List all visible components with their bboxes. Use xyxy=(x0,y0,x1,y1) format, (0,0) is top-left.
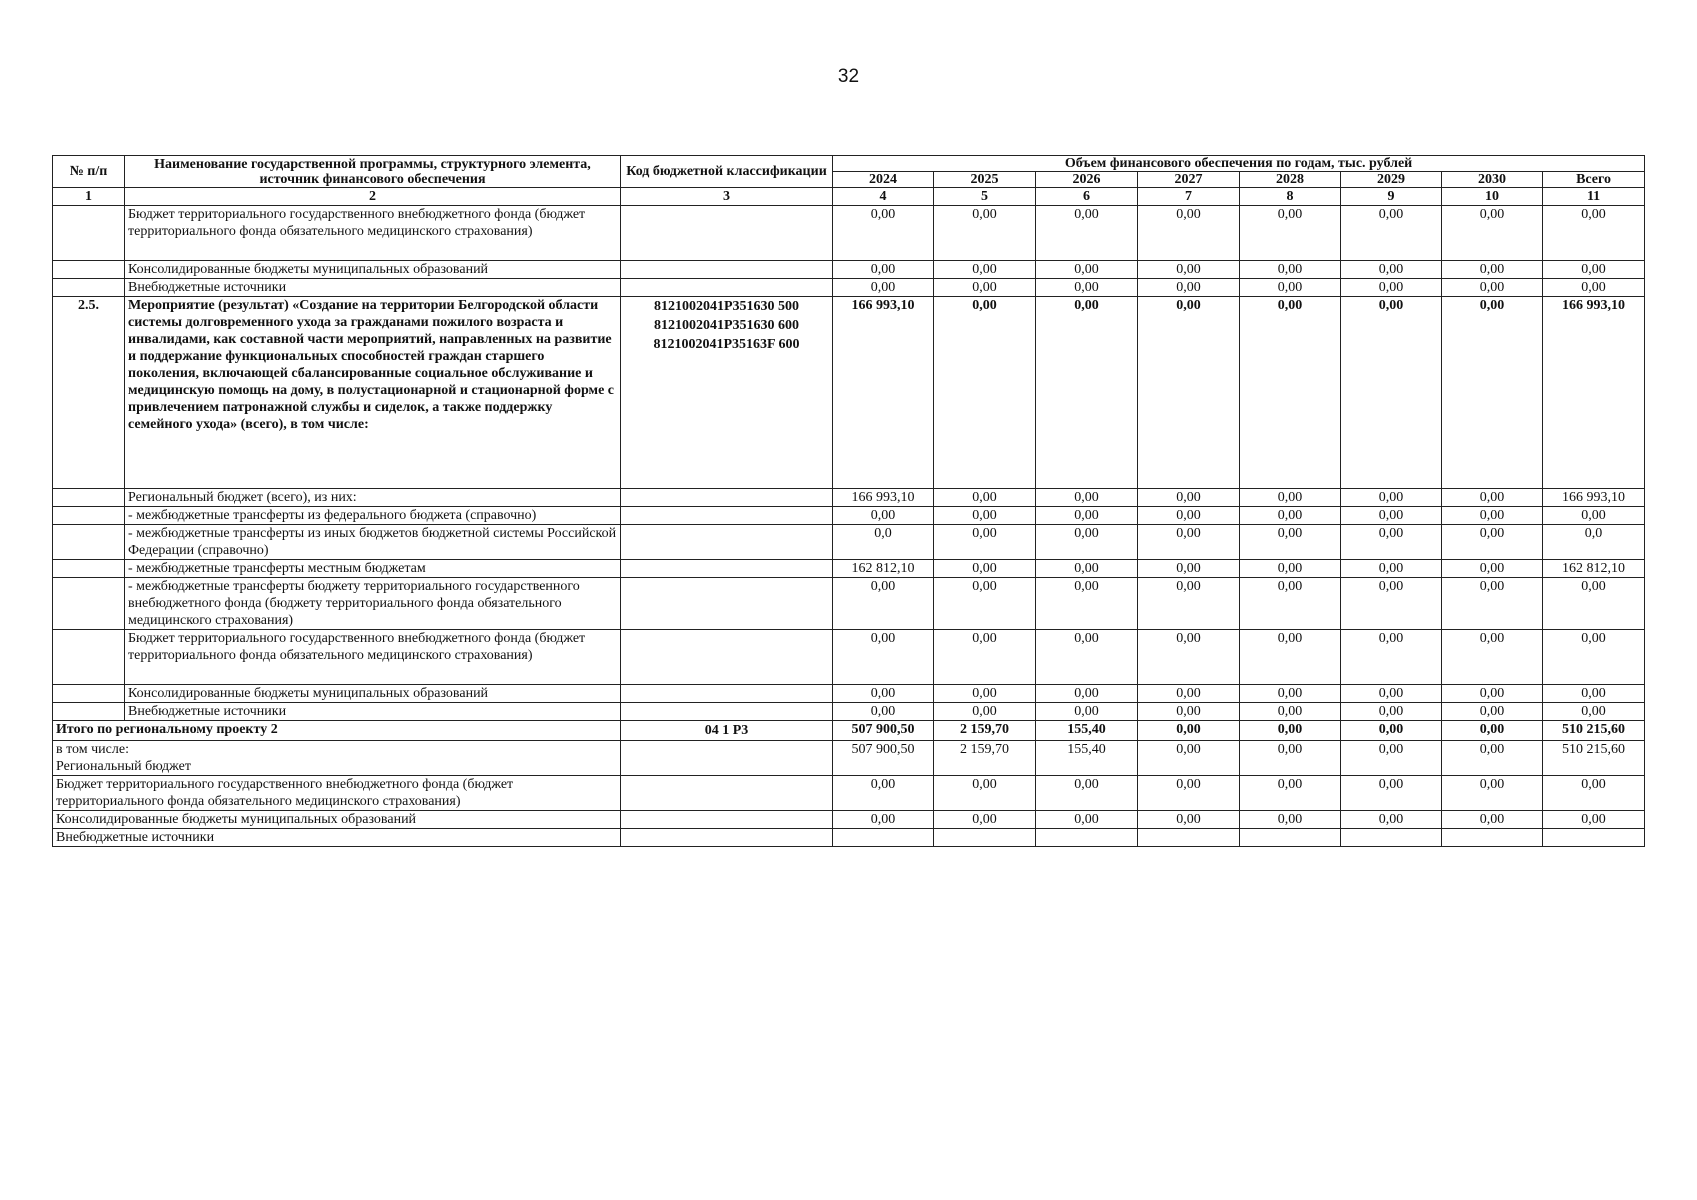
value-cell: 0,00 xyxy=(1240,261,1341,279)
table-row xyxy=(53,630,1645,685)
table-row xyxy=(53,703,1645,721)
value-cell xyxy=(934,829,1036,847)
value-cell: 0,00 xyxy=(833,261,934,279)
value-cell: 0,00 xyxy=(1442,261,1543,279)
header-year: 2029 xyxy=(1341,172,1442,188)
value-cell: 0,00 xyxy=(1138,578,1240,630)
value-cell: 0,00 xyxy=(1240,297,1341,489)
value-cell: 0,00 xyxy=(1341,630,1442,685)
table-row xyxy=(53,279,1645,297)
total-name-cell: Бюджет территориального государственного внебюджетного фонда (бюджет территориального фонда обязательного медицинского страхования) xyxy=(53,776,621,811)
value-cell: 166 993,10 xyxy=(833,489,934,507)
value-total-cell: 0,00 xyxy=(1543,776,1645,811)
value-cell: 0,00 xyxy=(1240,776,1341,811)
total-code-cell xyxy=(621,829,833,847)
value-total-cell: 0,00 xyxy=(1543,630,1645,685)
value-cell: 0,00 xyxy=(833,630,934,685)
value-cell: 0,00 xyxy=(833,507,934,525)
value-cell: 0,00 xyxy=(1036,811,1138,829)
table-row xyxy=(53,507,1645,525)
value-cell: 0,00 xyxy=(1138,811,1240,829)
value-cell xyxy=(1138,829,1240,847)
row-code-cell xyxy=(621,489,833,507)
total-row xyxy=(53,741,1645,776)
header-total: Всего xyxy=(1543,172,1645,188)
value-cell: 0,00 xyxy=(1442,630,1543,685)
index-cell: 4 xyxy=(833,188,934,206)
row-number-cell xyxy=(53,703,125,721)
value-cell: 0,00 xyxy=(1138,206,1240,261)
value-cell: 0,00 xyxy=(934,811,1036,829)
value-cell: 0,00 xyxy=(1442,741,1543,776)
row-code-cell: 8121002041Р351630 500 8121002041Р351630 600 8121002041Р35163F 600 xyxy=(621,297,833,489)
total-row xyxy=(53,721,1645,741)
value-total-cell: 0,00 xyxy=(1543,507,1645,525)
index-cell: 5 xyxy=(934,188,1036,206)
row-number-cell xyxy=(53,630,125,685)
value-cell: 0,00 xyxy=(1036,776,1138,811)
value-cell: 0,00 xyxy=(934,206,1036,261)
table-row xyxy=(53,489,1645,507)
value-cell xyxy=(833,829,934,847)
header-code: Код бюджетной классификации xyxy=(621,156,833,188)
value-cell: 0,00 xyxy=(1341,297,1442,489)
value-cell: 0,00 xyxy=(1036,507,1138,525)
value-cell: 0,00 xyxy=(934,578,1036,630)
value-cell: 507 900,50 xyxy=(833,741,934,776)
value-cell: 155,40 xyxy=(1036,721,1138,741)
total-name-cell: Внебюджетные источники xyxy=(53,829,621,847)
value-cell: 0,00 xyxy=(1341,525,1442,560)
value-cell: 0,00 xyxy=(934,776,1036,811)
table-body xyxy=(53,206,1645,847)
value-cell: 0,00 xyxy=(1138,489,1240,507)
value-cell: 0,00 xyxy=(1138,741,1240,776)
value-cell: 0,00 xyxy=(1138,525,1240,560)
index-cell: 2 xyxy=(125,188,621,206)
value-cell: 0,00 xyxy=(1442,560,1543,578)
total-row xyxy=(53,811,1645,829)
header-year: 2025 xyxy=(934,172,1036,188)
table-row xyxy=(53,560,1645,578)
row-code-cell xyxy=(621,703,833,721)
row-code-cell xyxy=(621,685,833,703)
value-cell: 0,00 xyxy=(1442,776,1543,811)
value-cell: 0,00 xyxy=(1036,489,1138,507)
value-total-cell: 0,00 xyxy=(1543,261,1645,279)
row-number-cell xyxy=(53,560,125,578)
row-code-cell xyxy=(621,630,833,685)
row-number-cell xyxy=(53,489,125,507)
row-name-cell: - межбюджетные трансферты бюджету территориального государственного внебюджетного фонда (бюджету территориального фонда обязательного медицинского страхования) xyxy=(125,578,621,630)
value-cell: 0,00 xyxy=(1341,261,1442,279)
value-cell: 0,00 xyxy=(934,507,1036,525)
index-cell: 8 xyxy=(1240,188,1341,206)
index-cell: 10 xyxy=(1442,188,1543,206)
row-name-cell: Бюджет территориального государственного внебюджетного фонда (бюджет территориального фонда обязательного медицинского страхования) xyxy=(125,630,621,685)
value-cell: 0,00 xyxy=(1341,741,1442,776)
value-cell xyxy=(1341,829,1442,847)
value-cell: 0,00 xyxy=(1036,297,1138,489)
value-cell: 0,00 xyxy=(1138,685,1240,703)
value-cell: 0,00 xyxy=(1341,685,1442,703)
table-row xyxy=(53,525,1645,560)
value-cell: 0,00 xyxy=(1036,578,1138,630)
index-cell: 7 xyxy=(1138,188,1240,206)
value-cell: 0,00 xyxy=(833,206,934,261)
value-cell: 0,00 xyxy=(833,578,934,630)
value-cell: 0,00 xyxy=(1341,721,1442,741)
value-cell: 0,00 xyxy=(1442,703,1543,721)
value-cell: 0,00 xyxy=(1240,578,1341,630)
row-number-cell xyxy=(53,685,125,703)
value-cell: 0,00 xyxy=(1341,811,1442,829)
index-cell: 11 xyxy=(1543,188,1645,206)
value-cell xyxy=(1036,829,1138,847)
header-year: 2027 xyxy=(1138,172,1240,188)
value-total-cell: 0,00 xyxy=(1543,685,1645,703)
row-name-cell: - межбюджетные трансферты из федерального бюджета (справочно) xyxy=(125,507,621,525)
row-name-cell: Мероприятие (результат) «Создание на территории Белгородской области системы долговременного ухода за гражданами пожилого возраста и инвалидами, как составной части мероприятий, направленных на развитие и поддержание функциональных способностей граждан старшего поколения, включающей сбалансированные социальное обслуживание и медицинскую помощь на дому, в полустационарной и стационарной форме с привлечением патронажной службы и сиделок, а также поддержку семейного ухода» (всего), в том числе: xyxy=(125,297,621,489)
value-cell: 507 900,50 xyxy=(833,721,934,741)
value-cell: 0,00 xyxy=(1138,560,1240,578)
value-cell: 0,00 xyxy=(1138,630,1240,685)
value-total-cell: 0,00 xyxy=(1543,703,1645,721)
table-row xyxy=(53,261,1645,279)
header-name: Наименование государственной программы, структурного элемента, источник финансового обеспечения xyxy=(125,156,621,188)
value-total-cell: 0,00 xyxy=(1543,811,1645,829)
value-cell: 0,00 xyxy=(1240,685,1341,703)
total-name-cell: в том числе: Региональный бюджет xyxy=(53,741,621,776)
row-code-cell xyxy=(621,507,833,525)
value-cell: 0,00 xyxy=(1138,297,1240,489)
total-code-cell xyxy=(621,741,833,776)
value-cell: 0,00 xyxy=(1036,560,1138,578)
row-code-cell xyxy=(621,525,833,560)
value-cell: 0,00 xyxy=(1240,703,1341,721)
value-cell: 0,00 xyxy=(1240,206,1341,261)
value-cell: 0,00 xyxy=(1036,206,1138,261)
value-cell: 0,00 xyxy=(1442,685,1543,703)
header-volume: Объем финансового обеспечения по годам, тыс. рублей xyxy=(833,156,1645,172)
row-name-cell: - межбюджетные трансферты местным бюджетам xyxy=(125,560,621,578)
value-cell: 0,00 xyxy=(934,297,1036,489)
value-total-cell: 0,00 xyxy=(1543,578,1645,630)
value-cell: 0,00 xyxy=(1341,776,1442,811)
value-cell: 0,00 xyxy=(1036,703,1138,721)
table-row xyxy=(53,685,1645,703)
row-name-cell: Консолидированные бюджеты муниципальных образований xyxy=(125,261,621,279)
row-name-cell: Консолидированные бюджеты муниципальных образований xyxy=(125,685,621,703)
row-name-cell: Внебюджетные источники xyxy=(125,279,621,297)
table-row xyxy=(53,206,1645,261)
row-number-cell xyxy=(53,578,125,630)
total-name-cell: Консолидированные бюджеты муниципальных образований xyxy=(53,811,621,829)
value-cell: 0,00 xyxy=(833,703,934,721)
index-cell: 3 xyxy=(621,188,833,206)
value-cell: 0,00 xyxy=(1138,261,1240,279)
value-cell: 162 812,10 xyxy=(833,560,934,578)
total-row xyxy=(53,829,1645,847)
value-cell xyxy=(1442,829,1543,847)
value-cell: 0,00 xyxy=(833,279,934,297)
table-row xyxy=(53,297,1645,489)
value-total-cell: 0,00 xyxy=(1543,206,1645,261)
header-year: 2028 xyxy=(1240,172,1341,188)
value-cell: 0,00 xyxy=(1341,206,1442,261)
value-cell: 0,00 xyxy=(1442,206,1543,261)
header-number: № п/п xyxy=(53,156,125,188)
value-cell: 0,00 xyxy=(1240,507,1341,525)
value-cell: 0,00 xyxy=(934,279,1036,297)
value-total-cell xyxy=(1543,829,1645,847)
value-total-cell: 166 993,10 xyxy=(1543,489,1645,507)
value-cell: 0,00 xyxy=(1036,525,1138,560)
value-cell: 0,0 xyxy=(833,525,934,560)
index-cell: 6 xyxy=(1036,188,1138,206)
index-cell: 9 xyxy=(1341,188,1442,206)
value-cell: 0,00 xyxy=(1341,279,1442,297)
value-cell: 0,00 xyxy=(1240,489,1341,507)
value-cell: 0,00 xyxy=(1442,578,1543,630)
row-code-cell xyxy=(621,261,833,279)
row-number-cell xyxy=(53,206,125,261)
value-cell: 0,00 xyxy=(1341,507,1442,525)
value-cell: 0,00 xyxy=(1138,776,1240,811)
value-cell xyxy=(1240,829,1341,847)
value-cell: 0,00 xyxy=(1138,721,1240,741)
value-cell: 0,00 xyxy=(1442,297,1543,489)
header-year: 2024 xyxy=(833,172,934,188)
table-header-row xyxy=(53,156,1645,172)
value-cell: 0,00 xyxy=(934,685,1036,703)
value-cell: 2 159,70 xyxy=(934,741,1036,776)
value-cell: 0,00 xyxy=(1240,630,1341,685)
row-code-cell xyxy=(621,560,833,578)
row-number-cell: 2.5. xyxy=(53,297,125,489)
value-cell: 0,00 xyxy=(934,703,1036,721)
row-code-cell xyxy=(621,206,833,261)
value-cell: 155,40 xyxy=(1036,741,1138,776)
value-cell: 0,00 xyxy=(1240,811,1341,829)
value-cell: 166 993,10 xyxy=(833,297,934,489)
value-cell: 0,00 xyxy=(1442,489,1543,507)
value-cell: 0,00 xyxy=(1341,489,1442,507)
page-number: 32 xyxy=(837,66,860,87)
value-cell: 0,00 xyxy=(1442,507,1543,525)
value-cell: 0,00 xyxy=(934,560,1036,578)
value-total-cell: 162 812,10 xyxy=(1543,560,1645,578)
total-code-cell xyxy=(621,776,833,811)
value-cell: 0,00 xyxy=(833,811,934,829)
value-cell: 0,00 xyxy=(833,776,934,811)
value-cell: 0,00 xyxy=(833,685,934,703)
value-cell: 0,00 xyxy=(1240,721,1341,741)
index-cell: 1 xyxy=(53,188,125,206)
financing-table xyxy=(52,155,1645,847)
value-cell: 0,00 xyxy=(1036,630,1138,685)
value-total-cell: 0,0 xyxy=(1543,525,1645,560)
table-row xyxy=(53,578,1645,630)
value-cell: 0,00 xyxy=(1442,525,1543,560)
total-row xyxy=(53,776,1645,811)
row-number-cell xyxy=(53,279,125,297)
row-code-cell xyxy=(621,279,833,297)
value-cell: 0,00 xyxy=(1341,578,1442,630)
header-year: 2026 xyxy=(1036,172,1138,188)
value-cell: 0,00 xyxy=(934,489,1036,507)
header-year: 2030 xyxy=(1442,172,1543,188)
value-cell: 0,00 xyxy=(1442,811,1543,829)
value-total-cell: 0,00 xyxy=(1543,279,1645,297)
row-number-cell xyxy=(53,525,125,560)
value-cell: 2 159,70 xyxy=(934,721,1036,741)
total-name-cell: Итого по региональному проекту 2 xyxy=(53,721,621,741)
value-cell: 0,00 xyxy=(1341,703,1442,721)
row-number-cell xyxy=(53,507,125,525)
table-index-row xyxy=(53,188,1645,206)
value-cell: 0,00 xyxy=(1240,560,1341,578)
row-name-cell: Бюджет территориального государственного внебюджетного фонда (бюджет территориального фонда обязательного медицинского страхования) xyxy=(125,206,621,261)
value-cell: 0,00 xyxy=(934,630,1036,685)
value-cell: 0,00 xyxy=(1036,261,1138,279)
value-cell: 0,00 xyxy=(934,261,1036,279)
value-cell: 0,00 xyxy=(1240,741,1341,776)
row-name-cell: - межбюджетные трансферты из иных бюджетов бюджетной системы Российской Федерации (справочно) xyxy=(125,525,621,560)
row-code-cell xyxy=(621,578,833,630)
value-total-cell: 166 993,10 xyxy=(1543,297,1645,489)
row-number-cell xyxy=(53,261,125,279)
row-name-cell: Региональный бюджет (всего), из них: xyxy=(125,489,621,507)
value-cell: 0,00 xyxy=(1240,525,1341,560)
value-cell: 0,00 xyxy=(1036,279,1138,297)
value-cell: 0,00 xyxy=(1138,703,1240,721)
value-cell: 0,00 xyxy=(1240,279,1341,297)
value-cell: 0,00 xyxy=(1341,560,1442,578)
row-name-cell: Внебюджетные источники xyxy=(125,703,621,721)
value-total-cell: 510 215,60 xyxy=(1543,721,1645,741)
total-code-cell: 04 1 Р3 xyxy=(621,721,833,741)
value-cell: 0,00 xyxy=(1442,721,1543,741)
total-code-cell xyxy=(621,811,833,829)
value-cell: 0,00 xyxy=(1138,507,1240,525)
value-cell: 0,00 xyxy=(1442,279,1543,297)
value-cell: 0,00 xyxy=(934,525,1036,560)
value-cell: 0,00 xyxy=(1138,279,1240,297)
value-total-cell: 510 215,60 xyxy=(1543,741,1645,776)
value-cell: 0,00 xyxy=(1036,685,1138,703)
